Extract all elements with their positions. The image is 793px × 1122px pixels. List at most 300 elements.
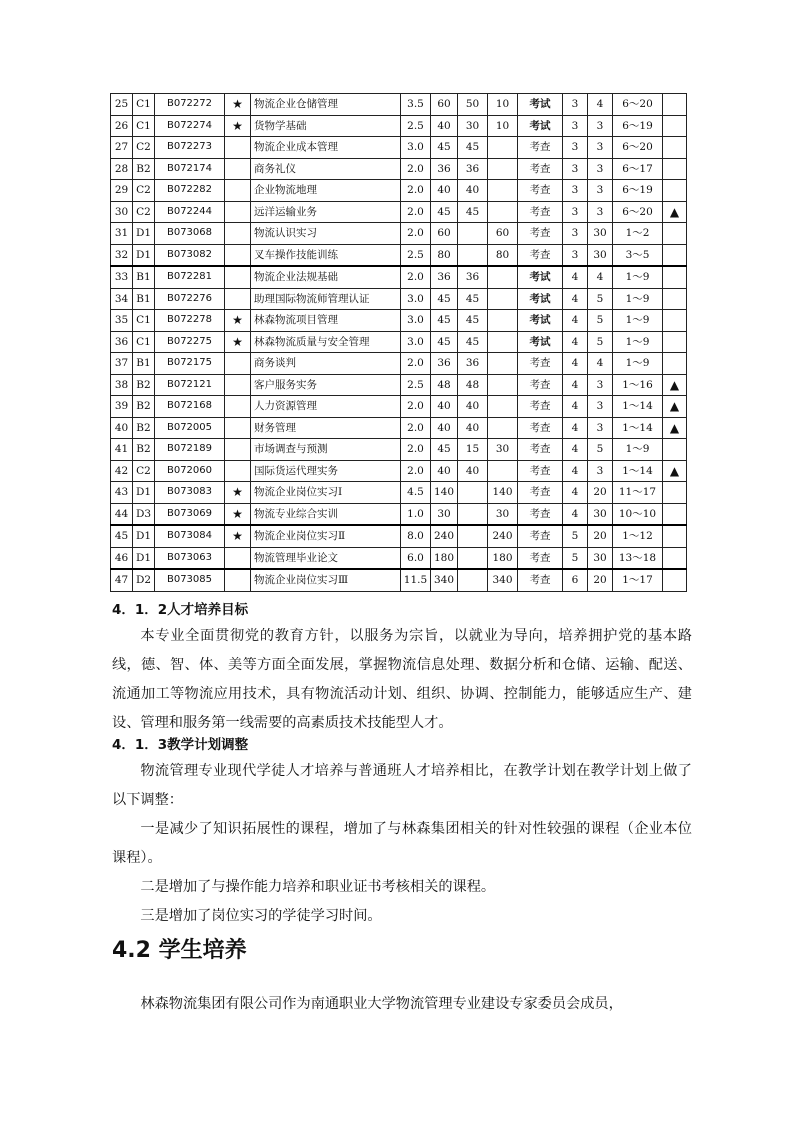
cell-practice: 240	[488, 525, 518, 547]
cell-practice: 60	[488, 223, 518, 245]
cell-mark	[663, 525, 687, 547]
cell-total: 40	[431, 396, 458, 418]
cell-hours: 4	[588, 94, 613, 116]
cell-hours: 5	[588, 288, 613, 310]
cell-theory: 45	[458, 201, 488, 223]
cell-mark	[663, 94, 687, 116]
cell-type: B2	[133, 158, 155, 180]
cell-name: 商务谈判	[251, 353, 401, 375]
cell-practice	[488, 417, 518, 439]
cell-total: 45	[431, 137, 458, 159]
cell-hours: 4	[588, 266, 613, 288]
cell-weeks: 1～9	[613, 439, 663, 461]
cell-assess: 考查	[518, 137, 563, 159]
cell-assess: 考查	[518, 244, 563, 266]
cell-assess: 考试	[518, 310, 563, 332]
cell-practice	[488, 158, 518, 180]
cell-mark	[663, 244, 687, 266]
cell-hours: 20	[588, 482, 613, 504]
cell-name: 叉车操作技能训练	[251, 244, 401, 266]
cell-star	[225, 353, 251, 375]
table-row	[111, 396, 687, 418]
cell-star	[225, 439, 251, 461]
section-heading-4-1-3: 4．1．3教学计划调整	[112, 737, 249, 753]
cell-credit: 8.0	[401, 525, 431, 547]
cell-theory	[458, 503, 488, 525]
cell-code: B072244	[155, 201, 225, 223]
cell-credit: 2.0	[401, 180, 431, 202]
cell-credit: 1.0	[401, 503, 431, 525]
cell-credit: 2.0	[401, 439, 431, 461]
cell-assess: 考查	[518, 180, 563, 202]
cell-code: B072121	[155, 374, 225, 396]
section-4-2	[112, 990, 692, 1019]
cell-theory: 50	[458, 94, 488, 116]
cell-star	[225, 460, 251, 482]
cell-no: 28	[111, 158, 133, 180]
cell-total: 180	[431, 547, 458, 569]
cell-type: C2	[133, 201, 155, 223]
cell-practice	[488, 396, 518, 418]
cell-credit: 2.5	[401, 244, 431, 266]
cell-type: B2	[133, 396, 155, 418]
cell-type: C1	[133, 310, 155, 332]
adjustment-intro: 物流管理专业现代学徒人才培养与普通班人才培养相比，在教学计划在教学计划上做了以下调整：	[112, 763, 692, 808]
cell-weeks: 1～9	[613, 353, 663, 375]
table-row	[111, 137, 687, 159]
cell-no: 27	[111, 137, 133, 159]
cell-credit: 2.0	[401, 396, 431, 418]
cell-total: 36	[431, 353, 458, 375]
cell-theory: 40	[458, 396, 488, 418]
cell-term: 4	[563, 353, 588, 375]
cell-mark	[663, 158, 687, 180]
cell-credit: 4.5	[401, 482, 431, 504]
cell-weeks: 1～14	[613, 417, 663, 439]
cell-type: B1	[133, 288, 155, 310]
cell-total: 340	[431, 569, 458, 591]
cell-theory	[458, 547, 488, 569]
cell-no: 34	[111, 288, 133, 310]
triangle-mark-icon: ▲	[663, 460, 687, 482]
table-row	[111, 331, 687, 353]
cell-assess: 考查	[518, 417, 563, 439]
cell-credit: 2.5	[401, 374, 431, 396]
cell-star	[225, 547, 251, 569]
cell-star	[225, 137, 251, 159]
cell-code: B072274	[155, 115, 225, 137]
cell-term: 4	[563, 288, 588, 310]
cell-star	[225, 417, 251, 439]
cell-total: 140	[431, 482, 458, 504]
cell-assess: 考查	[518, 201, 563, 223]
cell-term: 4	[563, 374, 588, 396]
table-row	[111, 244, 687, 266]
cell-star	[225, 223, 251, 245]
cell-weeks: 13～18	[613, 547, 663, 569]
cell-no: 43	[111, 482, 133, 504]
cell-practice: 140	[488, 482, 518, 504]
cell-credit: 3.0	[401, 137, 431, 159]
cell-theory: 15	[458, 439, 488, 461]
cell-theory: 40	[458, 180, 488, 202]
cell-credit: 3.0	[401, 331, 431, 353]
section-4-1-2	[112, 598, 692, 738]
cell-name: 物流企业法规基础	[251, 266, 401, 288]
cell-star	[225, 374, 251, 396]
cell-name: 物流专业综合实训	[251, 503, 401, 525]
cell-no: 46	[111, 547, 133, 569]
cell-mark	[663, 223, 687, 245]
cell-hours: 3	[588, 460, 613, 482]
cell-mark	[663, 482, 687, 504]
table-row	[111, 439, 687, 461]
cell-mark	[663, 310, 687, 332]
triangle-mark-icon: ▲	[663, 374, 687, 396]
cell-mark	[663, 439, 687, 461]
triangle-mark-icon: ▲	[663, 417, 687, 439]
cell-assess: 考试	[518, 288, 563, 310]
cell-total: 45	[431, 331, 458, 353]
cell-weeks: 1～9	[613, 331, 663, 353]
cell-theory: 45	[458, 137, 488, 159]
cell-name: 林森物流项目管理	[251, 310, 401, 332]
cell-code: B072275	[155, 331, 225, 353]
cell-hours: 20	[588, 525, 613, 547]
triangle-mark-icon: ▲	[663, 396, 687, 418]
cell-theory: 40	[458, 417, 488, 439]
cell-name: 远洋运输业务	[251, 201, 401, 223]
star-icon: ★	[225, 525, 251, 547]
table-row	[111, 460, 687, 482]
cell-type: D1	[133, 223, 155, 245]
table-row	[111, 266, 687, 288]
cell-term: 3	[563, 137, 588, 159]
cell-practice: 30	[488, 439, 518, 461]
cell-term: 3	[563, 244, 588, 266]
cell-code: B072005	[155, 417, 225, 439]
cell-assess: 考试	[518, 331, 563, 353]
cell-no: 47	[111, 569, 133, 591]
cell-total: 45	[431, 439, 458, 461]
cell-practice: 10	[488, 115, 518, 137]
cell-theory	[458, 244, 488, 266]
cell-star	[225, 288, 251, 310]
cell-term: 3	[563, 201, 588, 223]
table-row	[111, 180, 687, 202]
cell-no: 37	[111, 353, 133, 375]
cell-name: 市场调查与预测	[251, 439, 401, 461]
cell-code: B072168	[155, 396, 225, 418]
section-4-1-3	[112, 733, 692, 931]
cell-term: 4	[563, 460, 588, 482]
cell-name: 物流企业仓储管理	[251, 94, 401, 116]
student-training-paragraph: 林森物流集团有限公司作为南通职业大学物流管理专业建设专家委员会成员，	[140, 996, 623, 1012]
cell-total: 60	[431, 223, 458, 245]
cell-no: 26	[111, 115, 133, 137]
cell-practice	[488, 460, 518, 482]
cell-theory: 45	[458, 331, 488, 353]
cell-practice	[488, 180, 518, 202]
talent-goal-paragraph: 本专业全面贯彻党的教育方针，以服务为宗旨，以就业为导向，培养拥护党的基本路线，德、智、体、美等方面全面发展，掌握物流信息处理、数据分析和仓储、运输、配送、流通加工等物流应用技术，具有物流活动计划、组织、协调、控制能力，能够适应生产、建设、管理和服务第一线需要的高素质技术技能型人才。	[112, 628, 692, 731]
cell-assess: 考查	[518, 439, 563, 461]
cell-credit: 2.0	[401, 353, 431, 375]
table-row	[111, 310, 687, 332]
cell-hours: 3	[588, 137, 613, 159]
cell-theory	[458, 569, 488, 591]
cell-assess: 考查	[518, 396, 563, 418]
cell-theory: 36	[458, 353, 488, 375]
cell-mark	[663, 353, 687, 375]
cell-weeks: 1～14	[613, 460, 663, 482]
cell-name: 客户服务实务	[251, 374, 401, 396]
section-heading-4-2: 4.2 学生培养	[112, 938, 247, 963]
cell-code: B073085	[155, 569, 225, 591]
cell-theory	[458, 223, 488, 245]
cell-weeks: 3～5	[613, 244, 663, 266]
cell-name: 物流企业成本管理	[251, 137, 401, 159]
cell-term: 4	[563, 396, 588, 418]
cell-code: B072175	[155, 353, 225, 375]
cell-no: 31	[111, 223, 133, 245]
cell-star	[225, 158, 251, 180]
cell-credit: 2.0	[401, 460, 431, 482]
cell-total: 60	[431, 94, 458, 116]
table-row	[111, 201, 687, 223]
table-row	[111, 503, 687, 525]
cell-no: 42	[111, 460, 133, 482]
cell-term: 4	[563, 482, 588, 504]
cell-practice	[488, 137, 518, 159]
cell-assess: 考查	[518, 223, 563, 245]
cell-term: 3	[563, 115, 588, 137]
cell-weeks: 1～17	[613, 569, 663, 591]
course-table	[110, 93, 687, 592]
cell-weeks: 1～2	[613, 223, 663, 245]
cell-credit: 3.5	[401, 94, 431, 116]
cell-type: B2	[133, 439, 155, 461]
cell-name: 物流企业岗位实习Ⅲ	[251, 569, 401, 591]
table-row	[111, 417, 687, 439]
table-row	[111, 115, 687, 137]
cell-assess: 考查	[518, 374, 563, 396]
adjustment-item-2: 二是增加了与操作能力培养和职业证书考核相关的课程。	[140, 879, 496, 895]
cell-practice: 30	[488, 503, 518, 525]
cell-practice	[488, 266, 518, 288]
cell-hours: 5	[588, 331, 613, 353]
cell-theory	[458, 525, 488, 547]
table-row	[111, 223, 687, 245]
cell-mark	[663, 266, 687, 288]
cell-star	[225, 201, 251, 223]
cell-type: D1	[133, 482, 155, 504]
cell-term: 4	[563, 331, 588, 353]
table-row	[111, 158, 687, 180]
star-icon: ★	[225, 94, 251, 116]
cell-assess: 考试	[518, 266, 563, 288]
cell-total: 40	[431, 417, 458, 439]
cell-code: B072273	[155, 137, 225, 159]
cell-assess: 考查	[518, 482, 563, 504]
cell-weeks: 6～17	[613, 158, 663, 180]
cell-term: 5	[563, 525, 588, 547]
cell-no: 44	[111, 503, 133, 525]
cell-practice: 180	[488, 547, 518, 569]
cell-no: 25	[111, 94, 133, 116]
cell-code: B072272	[155, 94, 225, 116]
cell-name: 助理国际物流师管理认证	[251, 288, 401, 310]
cell-no: 36	[111, 331, 133, 353]
cell-no: 39	[111, 396, 133, 418]
triangle-mark-icon: ▲	[663, 201, 687, 223]
cell-name: 货物学基础	[251, 115, 401, 137]
cell-credit: 2.0	[401, 223, 431, 245]
star-icon: ★	[225, 503, 251, 525]
cell-code: B073068	[155, 223, 225, 245]
cell-name: 物流认识实习	[251, 223, 401, 245]
cell-weeks: 1～9	[613, 288, 663, 310]
table-row	[111, 288, 687, 310]
cell-practice	[488, 331, 518, 353]
cell-weeks: 1～14	[613, 396, 663, 418]
cell-star	[225, 266, 251, 288]
cell-weeks: 6～19	[613, 180, 663, 202]
cell-type: C2	[133, 460, 155, 482]
cell-code: B073084	[155, 525, 225, 547]
cell-hours: 5	[588, 439, 613, 461]
cell-total: 45	[431, 288, 458, 310]
cell-star	[225, 244, 251, 266]
cell-theory	[458, 482, 488, 504]
cell-weeks: 6～20	[613, 201, 663, 223]
section-heading-4-1-2: 4．1．2人才培养目标	[112, 602, 249, 618]
cell-hours: 3	[588, 201, 613, 223]
cell-total: 80	[431, 244, 458, 266]
cell-assess: 考查	[518, 353, 563, 375]
cell-no: 30	[111, 201, 133, 223]
cell-no: 38	[111, 374, 133, 396]
cell-assess: 考查	[518, 547, 563, 569]
cell-mark	[663, 137, 687, 159]
cell-credit: 2.0	[401, 266, 431, 288]
cell-hours: 3	[588, 180, 613, 202]
cell-total: 240	[431, 525, 458, 547]
cell-assess: 考查	[518, 158, 563, 180]
star-icon: ★	[225, 115, 251, 137]
cell-total: 36	[431, 266, 458, 288]
star-icon: ★	[225, 482, 251, 504]
cell-type: D1	[133, 547, 155, 569]
cell-type: C2	[133, 137, 155, 159]
cell-theory: 48	[458, 374, 488, 396]
cell-mark	[663, 569, 687, 591]
cell-hours: 30	[588, 547, 613, 569]
cell-type: D3	[133, 503, 155, 525]
cell-weeks: 1～16	[613, 374, 663, 396]
cell-weeks: 1～9	[613, 266, 663, 288]
cell-hours: 3	[588, 158, 613, 180]
cell-term: 4	[563, 417, 588, 439]
cell-type: C2	[133, 180, 155, 202]
cell-term: 3	[563, 223, 588, 245]
cell-total: 40	[431, 180, 458, 202]
cell-theory: 36	[458, 266, 488, 288]
table-row	[111, 547, 687, 569]
cell-practice	[488, 353, 518, 375]
cell-mark	[663, 288, 687, 310]
cell-total: 48	[431, 374, 458, 396]
table-row	[111, 525, 687, 547]
cell-no: 32	[111, 244, 133, 266]
table-row	[111, 374, 687, 396]
adjustment-item-1: 一是减少了知识拓展性的课程，增加了与林森集团相关的针对性较强的课程（企业本位课程）。	[112, 821, 692, 866]
cell-name: 人力资源管理	[251, 396, 401, 418]
table-row	[111, 482, 687, 504]
cell-type: B2	[133, 374, 155, 396]
cell-weeks: 10～10	[613, 503, 663, 525]
cell-type: B1	[133, 353, 155, 375]
cell-term: 5	[563, 547, 588, 569]
cell-name: 企业物流地理	[251, 180, 401, 202]
cell-no: 45	[111, 525, 133, 547]
cell-code: B073083	[155, 482, 225, 504]
cell-term: 4	[563, 266, 588, 288]
cell-hours: 20	[588, 569, 613, 591]
cell-assess: 考试	[518, 94, 563, 116]
cell-name: 物流企业岗位实习Ⅰ	[251, 482, 401, 504]
cell-no: 40	[111, 417, 133, 439]
cell-type: B1	[133, 266, 155, 288]
cell-weeks: 6～19	[613, 115, 663, 137]
cell-name: 物流管理毕业论文	[251, 547, 401, 569]
cell-hours: 5	[588, 310, 613, 332]
cell-name: 国际货运代理实务	[251, 460, 401, 482]
cell-hours: 4	[588, 353, 613, 375]
cell-code: B072174	[155, 158, 225, 180]
cell-assess: 考查	[518, 460, 563, 482]
cell-weeks: 11～17	[613, 482, 663, 504]
cell-weeks: 1～12	[613, 525, 663, 547]
table-row	[111, 569, 687, 591]
cell-mark	[663, 115, 687, 137]
cell-term: 4	[563, 439, 588, 461]
cell-hours: 3	[588, 396, 613, 418]
cell-credit: 2.0	[401, 201, 431, 223]
cell-credit: 6.0	[401, 547, 431, 569]
cell-term: 3	[563, 158, 588, 180]
cell-hours: 3	[588, 417, 613, 439]
cell-credit: 2.0	[401, 417, 431, 439]
cell-total: 36	[431, 158, 458, 180]
cell-type: D1	[133, 244, 155, 266]
cell-term: 4	[563, 503, 588, 525]
cell-no: 41	[111, 439, 133, 461]
cell-no: 29	[111, 180, 133, 202]
cell-name: 物流企业岗位实习Ⅱ	[251, 525, 401, 547]
cell-name: 财务管理	[251, 417, 401, 439]
cell-hours: 30	[588, 223, 613, 245]
star-icon: ★	[225, 310, 251, 332]
cell-mark	[663, 503, 687, 525]
cell-type: B2	[133, 417, 155, 439]
cell-total: 40	[431, 115, 458, 137]
cell-total: 45	[431, 201, 458, 223]
cell-type: C1	[133, 331, 155, 353]
cell-mark	[663, 180, 687, 202]
cell-assess: 考试	[518, 115, 563, 137]
cell-total: 40	[431, 460, 458, 482]
cell-code: B072282	[155, 180, 225, 202]
